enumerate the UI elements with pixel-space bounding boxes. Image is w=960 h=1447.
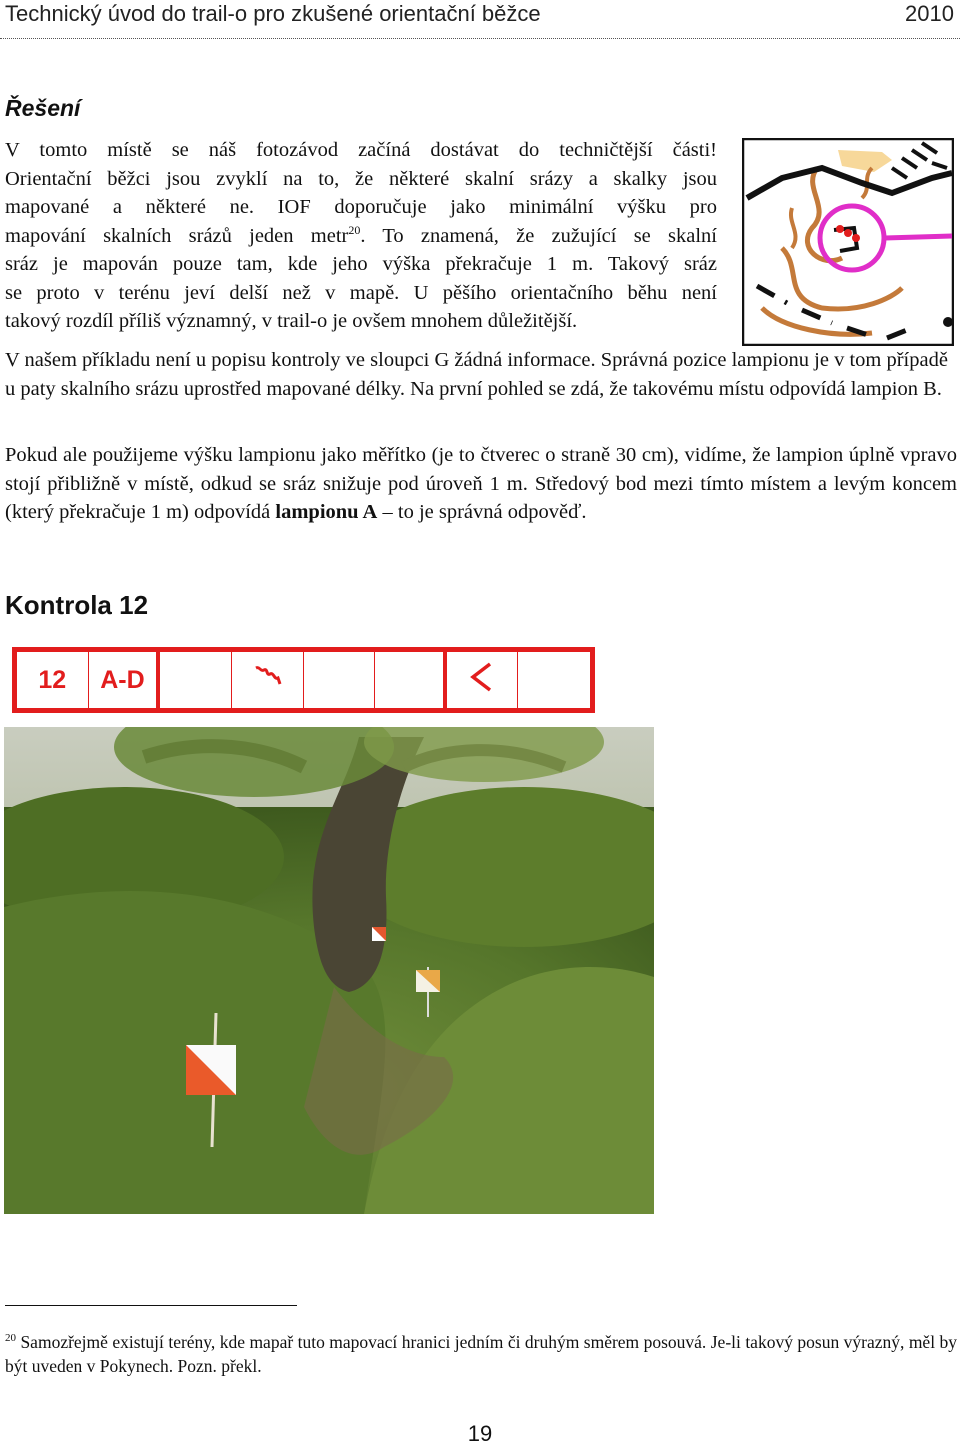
para-line: Orientační běžci jsou zvyklí na to, že některé skalní srázy a skalky jsou xyxy=(5,167,717,190)
para-text: – to je správná odpověď. xyxy=(377,501,587,523)
orienteering-map-excerpt xyxy=(742,138,954,346)
footnote-text: Samozřejmě existují terény, kde mapař tuto mapovací hranici jedním či druhým směrem posouvá. Je-li takový posun výrazný, měl by být uveden v Pokynech. Pozn. překl. xyxy=(5,1332,958,1376)
para-line-text: . To znamená, že zužující se skalní xyxy=(360,224,717,247)
page-number: 19 xyxy=(467,1421,493,1446)
column-c-cell xyxy=(160,652,232,708)
para-text: Pokud ale použijeme výšku lampionu jako měřítko (je to čtverec o straně 30 cm), vidíme, že lampion úplně vpravo stojí přibližně v místě, odkud se sráz snižuje pod úroveň 1 m. Středový bod mezi tímto místem a levým koncem (který překračuje 1 m) odpovídá xyxy=(5,444,957,523)
control-heading: Kontrola 12 xyxy=(5,590,149,620)
rock-face-icon xyxy=(252,662,282,699)
paragraph-column-g: V našem příkladu není u popisu kontroly ve sloupci G žádná informace. Správná pozice lampionu je v tom případě u paty skalního srázu uprostřed mapované délky. Na první pohled se zdá, že takovému místu odpovídá lampion B. xyxy=(5,349,948,400)
column-g-cell xyxy=(447,652,519,708)
para-line: V tomto místě se náš fotozávod začíná dostávat do techničtější části! xyxy=(5,139,717,161)
para-line: se proto v terénu jeví delší než v mapě. U pěšího orientačního běhu není xyxy=(5,281,717,304)
column-d-cell xyxy=(232,652,304,708)
foot-of-cliff-icon xyxy=(468,661,496,700)
footnote-separator xyxy=(5,1305,297,1306)
solution-heading: Řešení xyxy=(5,95,81,121)
footnote-ref[interactable]: 20 xyxy=(348,222,361,237)
para-line: takový rozdíl příliš významný, v trail-o je ovšem mnohem důležitější. xyxy=(5,310,578,332)
control-number-cell: 12 xyxy=(17,652,89,708)
paragraph-intro xyxy=(5,136,717,336)
para-line xyxy=(5,222,717,251)
para-line: mapované a některé ne. IOF doporučuje jako minimální výšku pro xyxy=(5,196,717,218)
terrain-photo xyxy=(4,727,654,1214)
answer-highlight: lampionu A xyxy=(275,501,378,523)
header-year: 2010 xyxy=(905,1,954,26)
para-line: sráz je mapován pouze tam, kde jeho výška překračuje 1 m. Takový sráz xyxy=(5,253,717,275)
column-f-cell xyxy=(375,652,447,708)
control-code-cell: A-D xyxy=(89,652,161,708)
control-description-row xyxy=(12,647,595,713)
para-line-text: mapování skalních srázů jeden metr xyxy=(5,224,349,247)
column-e-cell xyxy=(304,652,376,708)
column-h-cell xyxy=(518,652,590,708)
paragraph-scale xyxy=(5,441,957,527)
footnote xyxy=(5,1330,957,1378)
header-title: Technický úvod do trail-o pro zkušené orientační běžce xyxy=(5,1,541,26)
page-header xyxy=(0,0,960,39)
footnote-number: 20 xyxy=(5,1332,16,1345)
